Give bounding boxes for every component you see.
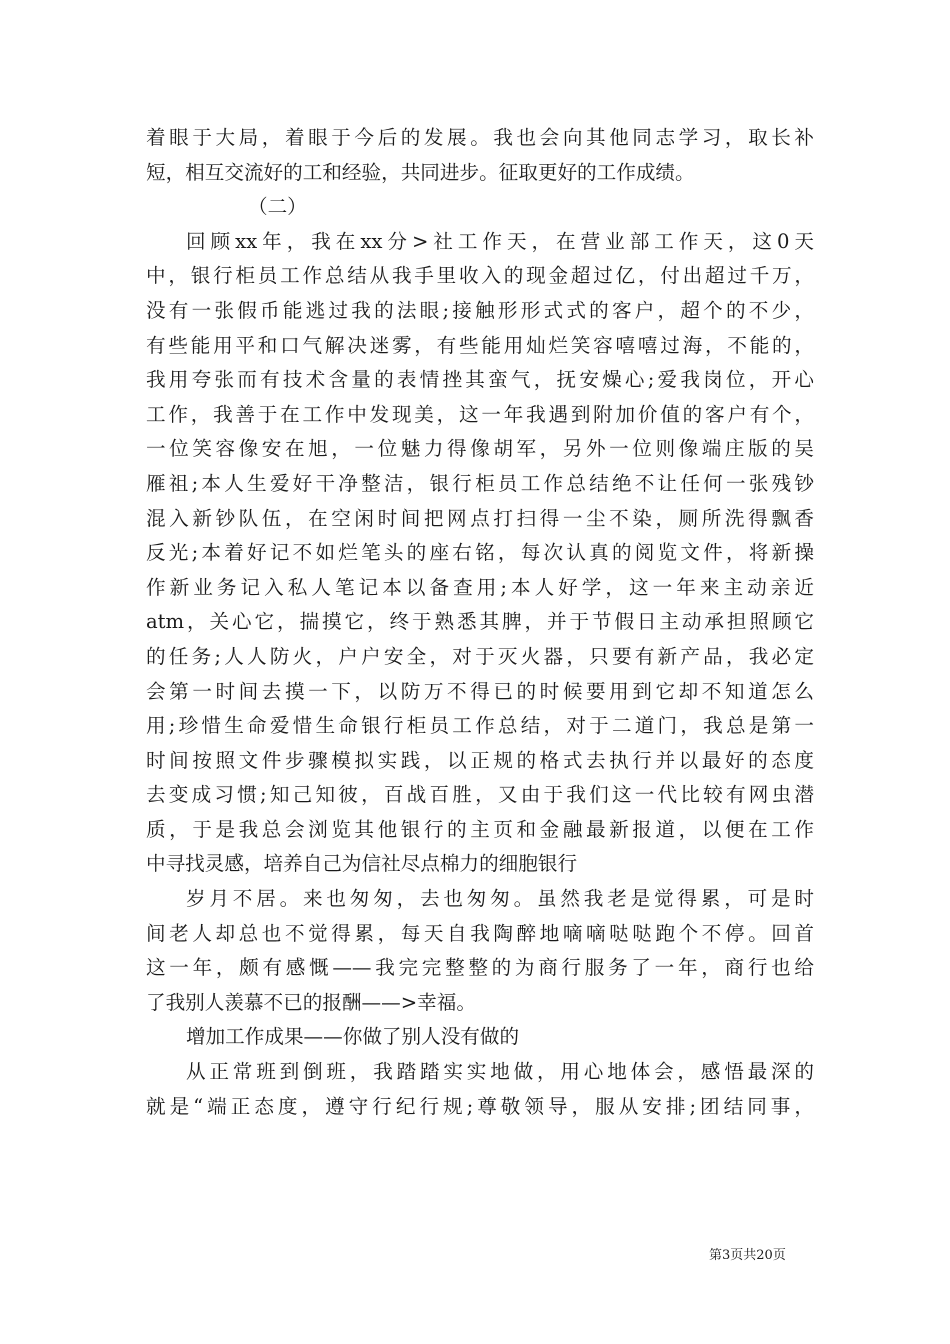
text-line: 用;珍惜生命爱惜生命银行柜员工作总结，对于二道门，我总是第一: [146, 714, 814, 738]
text-line: 会第一时间去摸一下，以防万不得已的时候要用到它却不知道怎么: [146, 679, 814, 703]
text-line: 了我别人羡慕不已的报酬——>幸福。: [146, 990, 476, 1014]
text-line: 去变成习惯;知己知彼，百战百胜，又由于我们这一代比较有网虫潜: [146, 783, 814, 807]
section-number: （二）: [248, 195, 307, 219]
paragraph-heading: 增加工作成果——你做了别人没有做的: [186, 1025, 520, 1049]
text-line: 就是“端正态度，遵守行纪行规;尊敬领导，服从安排;团结同事，: [146, 1094, 814, 1118]
text-line: 混入新钞队伍，在空闲时间把网点打扫得一尘不染，厕所洗得飘香: [146, 506, 814, 530]
text-line: 时间按照文件步骤模拟实践，以正规的格式去执行并以最好的态度: [146, 748, 814, 772]
text-line: 我用夸张而有技术含量的表情挫其蛮气，抚安燥心;爱我岗位，开心: [146, 368, 814, 392]
text-line: atm，关心它，揣摸它，终于熟悉其脾，并于节假日主动承担照顾它: [146, 610, 814, 634]
document-body: [146, 121, 814, 1124]
text-line: 的任务;人人防火，户户安全，对于灭火器，只要有新产品，我必定: [146, 644, 814, 668]
text-line: 雁祖;本人生爱好干净整洁，银行柜员工作总结绝不让任何一张残钞: [146, 471, 814, 495]
page-number-footer: 第3页共20页: [709, 1248, 786, 1263]
text-line: 短，相互交流好的工和经验，共同进步。征取更好的工作成绩。: [146, 160, 695, 184]
text-line: 反光;本着好记不如烂笔头的座右铭，每次认真的阅览文件，将新操: [146, 541, 814, 565]
text-line: 中寻找灵感，培养自己为信社尽点棉力的细胞银行: [146, 852, 578, 876]
text-line: 质，于是我总会浏览其他银行的主页和金融最新报道，以便在工作: [146, 817, 814, 841]
text-line: 有些能用平和口气解决迷雾，有些能用灿烂笑容嘻嘻过海，不能的，: [146, 333, 814, 357]
text-line: 着眼于大局，着眼于今后的发展。我也会向其他同志学习，取长补: [146, 126, 814, 149]
text-line: 一位笑容像安在旭，一位魅力得像胡军，另外一位则像端庄版的吴: [146, 437, 814, 461]
text-line: 间老人却总也不觉得累，每天自我陶醉地嘀嘀哒哒跑个不停。回首: [146, 921, 814, 945]
text-line: 中，银行柜员工作总结从我手里收入的现金超过亿，付出超过千万，: [146, 264, 814, 288]
text-line: 没有一张假币能逃过我的法眼;接触形形式式的客户，超个的不少，: [146, 298, 814, 322]
text-line: 回顾xx年，我在xx分>社工作天，在营业部工作天，这0天: [186, 229, 814, 253]
text-line: 这一年，颇有感慨——我完完整整的为商行服务了一年，商行也给: [146, 956, 814, 980]
text-line: 工作，我善于在工作中发现美，这一年我遇到附加价值的客户有个，: [146, 402, 814, 426]
text-line: 作新业务记入私人笔记本以备查用;本人好学，这一年来主动亲近: [146, 575, 814, 599]
text-line: 从正常班到倒班，我踏踏实实地做，用心地体会，感悟最深的: [186, 1060, 814, 1084]
text-line: 岁月不居。来也匆匆，去也匆匆。虽然我老是觉得累，可是时: [186, 887, 814, 911]
